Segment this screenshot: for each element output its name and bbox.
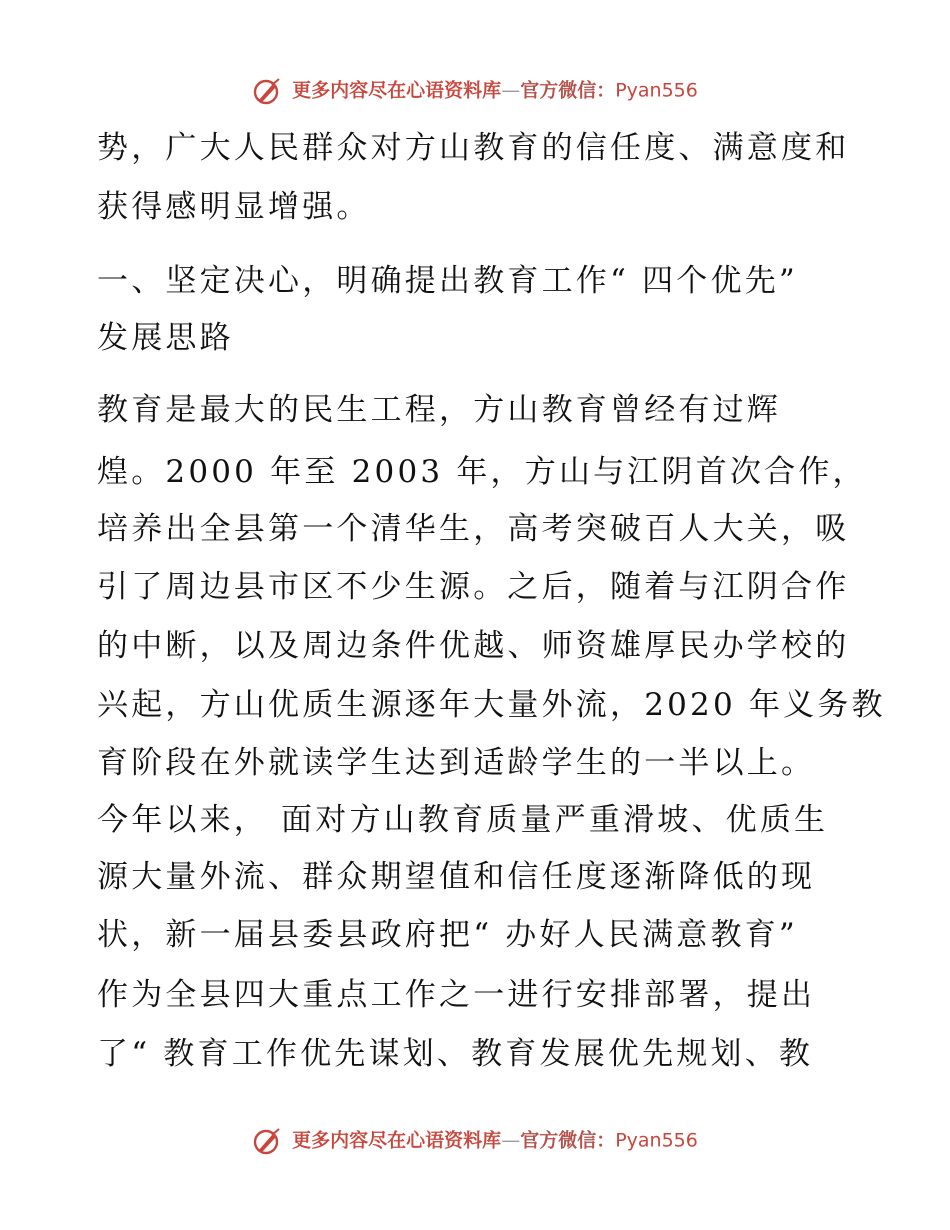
text-line: 状，新一届县委县政府把“ 办好人民满意教育” — [97, 917, 798, 953]
text-line: 的中断，以及周边条件优越、师资雄厚民办学校的 — [97, 628, 850, 664]
footer-watermark — [0, 1126, 950, 1155]
text-line: 源大量外流、群众期望值和信任度逐渐降低的现 — [97, 859, 816, 895]
section-heading: 一、坚定决心，明确提出教育工作“ 四个优先” — [97, 263, 798, 299]
watermark-title: 更多内容尽在心语资料库 — [292, 79, 502, 102]
text-line: 了“ 教育工作优先谋划、教育发展优先规划、教 — [97, 1036, 814, 1072]
quill-logo-icon — [252, 77, 282, 105]
section-heading: 发展思路 — [97, 320, 234, 356]
watermark-title: 更多内容尽在心语资料库 — [292, 1129, 502, 1152]
text-line: 引了周边县市区不少生源。之后，随着与江阴合作 — [97, 569, 850, 605]
text-line: 今年以来， 面对方山教育质量严重滑坡、优质生 — [97, 802, 829, 838]
quill-logo-icon — [252, 1127, 282, 1155]
text-line: 作为全县四大重点工作之一进行安排部署，提出 — [97, 977, 816, 1013]
watermark-wechat-id: Pyan556 — [615, 79, 698, 102]
text-line: 育阶段在外就读学生达到适龄学生的一半以上。 — [97, 745, 816, 781]
text-line: 兴起，方山优质生源逐年大量外流，2020 年义务教 — [97, 687, 886, 723]
watermark-wechat-label: 官方微信： — [520, 1129, 616, 1152]
watermark-wechat-id: Pyan556 — [615, 1129, 698, 1152]
header-watermark — [0, 76, 950, 105]
text-line: 培养出全县第一个清华生，高考突破百人大关，吸 — [97, 511, 850, 547]
text-line: 势，广大人民群众对方山教育的信任度、满意度和 — [97, 130, 850, 166]
watermark-wechat-label: 官方微信： — [520, 79, 616, 102]
text-line: 获得感明显增强。 — [97, 189, 371, 225]
watermark-separator: — — [501, 1129, 521, 1152]
text-line: 煌。2000 年至 2003 年，方山与江阴首次合作， — [97, 454, 867, 490]
text-line: 教育是最大的民生工程，方山教育曾经有过辉 — [97, 392, 781, 428]
watermark-separator: — — [501, 79, 521, 102]
